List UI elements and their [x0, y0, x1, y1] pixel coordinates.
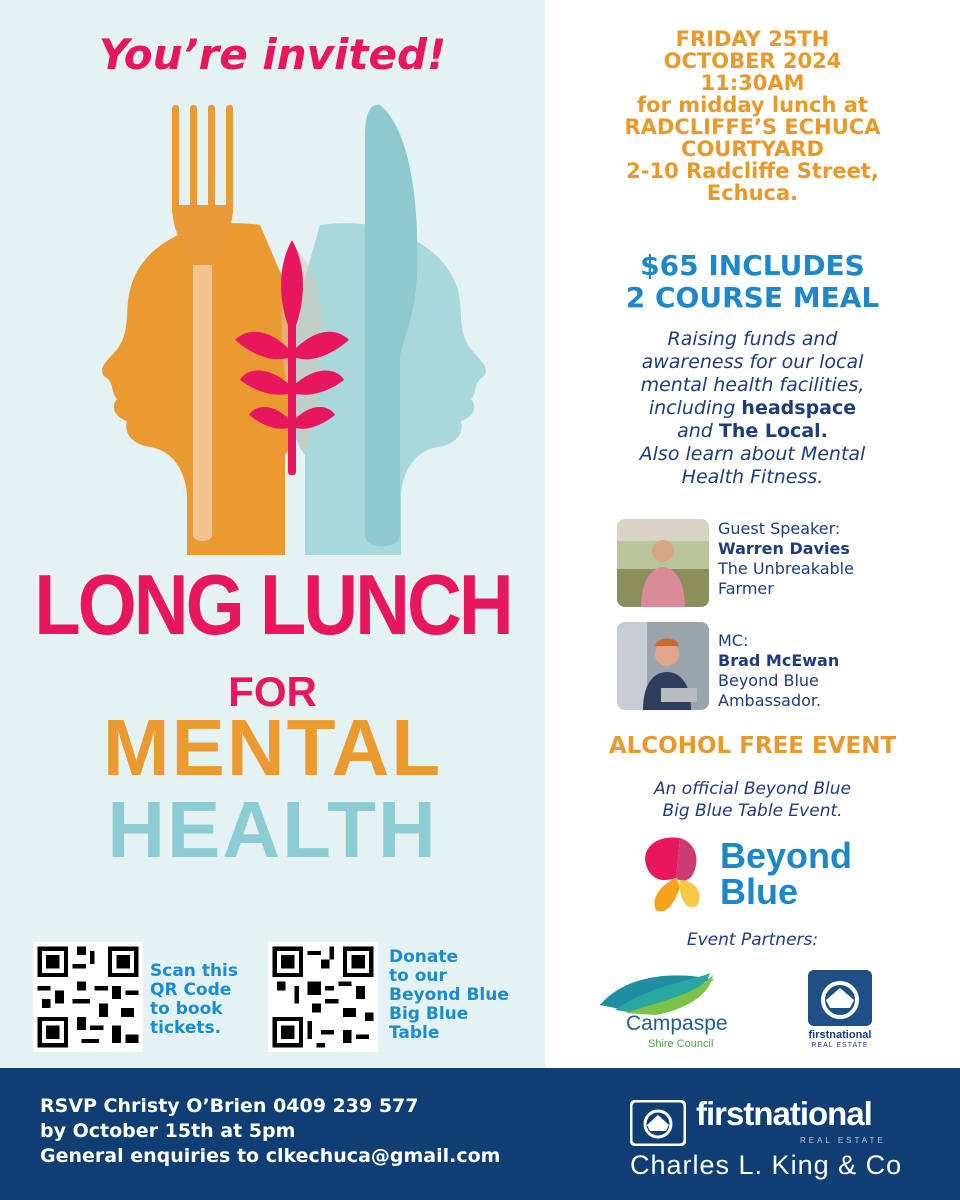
booking-qr-label: Scan this QR Code to book tickets. — [150, 961, 238, 1038]
footer-agency-name: Charles L. King & Co — [630, 1150, 903, 1180]
price-info: $65 INCLUDES 2 COURSE MEAL — [625, 249, 880, 314]
booking-qr-code[interactable] — [33, 942, 143, 1052]
campaspe-name: Campaspe — [626, 1012, 728, 1035]
mc-photo — [617, 622, 709, 710]
guest-speaker-name: Warren Davies — [718, 539, 850, 558]
event-description: Raising funds and awareness for our local mental health facilities, including headspace and The Local. Also learn about Mental Health Fitness. — [639, 328, 866, 488]
beyond-blue-wordmark: Beyond Blue — [720, 835, 853, 912]
footer-brand-sub: REAL ESTATE — [800, 1136, 886, 1145]
campaspe-sub: Shire Council — [648, 1038, 714, 1050]
alcohol-free-notice: ALCOHOL FREE EVENT — [608, 733, 897, 759]
the-local-label: The Local. — [718, 420, 828, 442]
event-details: FRIDAY 25TH OCTOBER 2024 11:30AM for midday lunch at RADCLIFFE’S ECHUCA COURTYARD 2-10 Radcliffe Street, Echuca. — [624, 27, 881, 205]
event-partners-label: Event Partners: — [686, 930, 819, 950]
official-event-note: An official Beyond Blue Big Blue Table Event. — [654, 779, 851, 821]
firstnational-small-sub: REAL ESTATE — [811, 1042, 869, 1049]
headspace-label: headspace — [741, 397, 857, 419]
rsvp-info: RSVP Christy O’Brien 0409 239 577 by October 15th at 5pm General enquiries to clkechuca@gmail.com — [40, 1095, 501, 1167]
donate-qr-label: Donate to our Beyond Blue Big Blue Table — [389, 947, 509, 1043]
invite-heading: You’re invited! — [98, 30, 447, 79]
mc-name: Brad McEwan — [718, 651, 840, 670]
hero-illustration — [75, 95, 515, 555]
mc-info: MC: Brad McEwan Beyond Blue Ambassador. — [718, 631, 840, 710]
guest-speaker-photo — [617, 519, 709, 607]
firstnational-footer-logo-icon — [630, 1100, 686, 1146]
donate-qr-code[interactable] — [268, 942, 378, 1052]
guest-speaker-info: Guest Speaker: Warren Davies The Unbreakable Farmer — [718, 519, 854, 598]
title-health: HEALTH — [107, 785, 438, 874]
firstnational-small-name: firstnational — [808, 1029, 872, 1041]
title-mental: MENTAL — [102, 703, 443, 792]
title-for: FOR — [228, 668, 317, 715]
firstnational-logo-icon — [806, 968, 874, 1028]
footer-brand-name: firstnational — [696, 1095, 872, 1132]
title-long-lunch: LONG LUNCH — [34, 557, 511, 654]
